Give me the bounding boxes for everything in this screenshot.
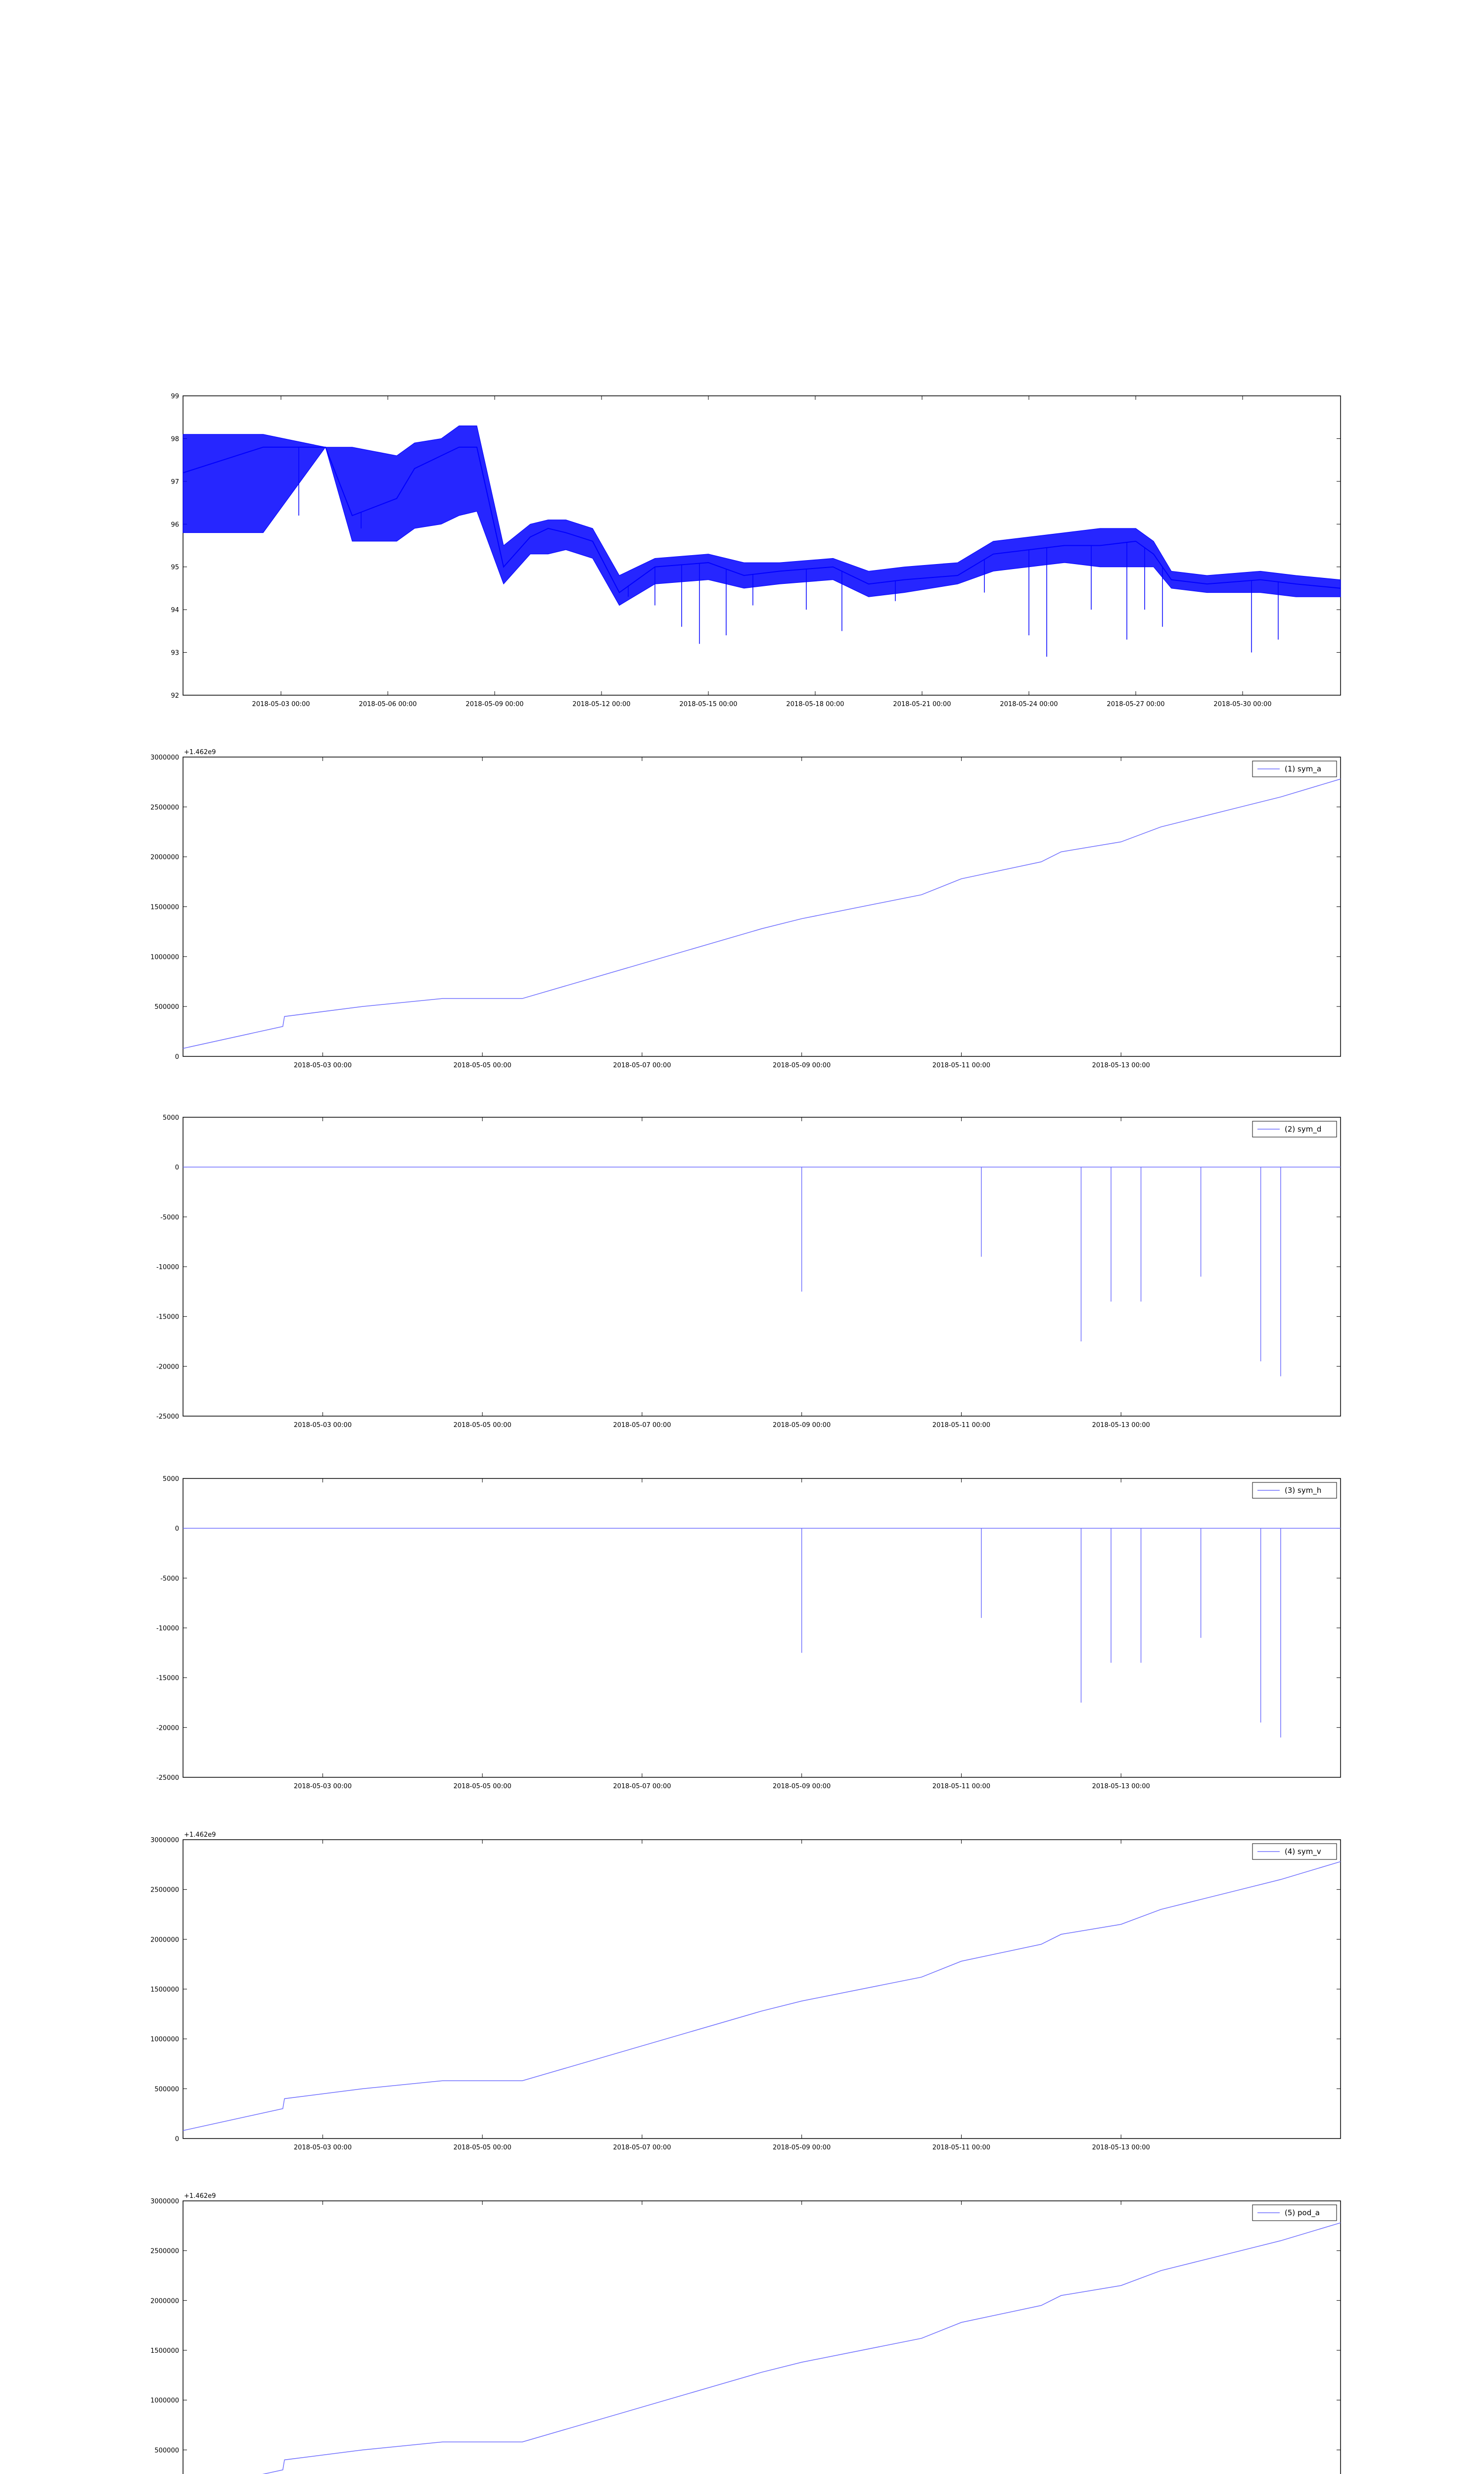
y-tick-label: 99	[171, 393, 179, 400]
y-tick-label: -5000	[160, 1575, 179, 1583]
y-tick-label: 95	[171, 564, 179, 571]
legend	[1252, 2205, 1337, 2221]
x-tick-label: 2018-05-09 00:00	[773, 2144, 831, 2151]
legend-label: (3) sym_h	[1285, 1486, 1322, 1495]
x-tick-label: 2018-05-11 00:00	[932, 2144, 991, 2151]
y-tick-label: -15000	[156, 1313, 179, 1321]
y-tick-label: 2000000	[150, 1936, 179, 1944]
y-tick-label: -20000	[156, 1724, 179, 1732]
y-tick-label: 1500000	[150, 1986, 179, 1994]
legend-label: (4) sym_v	[1285, 1847, 1321, 1856]
x-tick-label: 2018-05-09 00:00	[773, 1422, 831, 1429]
y-tick-label: 2500000	[150, 804, 179, 811]
y-tick-label: -5000	[160, 1214, 179, 1222]
x-tick-label: 2018-05-05 00:00	[453, 1062, 511, 1069]
y-tick-label: 1000000	[150, 2397, 179, 2405]
plot-frame	[183, 757, 1341, 1056]
y-tick-label: 98	[171, 435, 179, 443]
y-tick-label: 97	[171, 478, 179, 486]
x-tick-label: 2018-05-03 00:00	[252, 701, 310, 708]
plot-frame	[183, 1840, 1341, 2139]
legend	[1252, 1121, 1337, 1137]
y-tick-label: 500000	[154, 2086, 179, 2093]
y-tick-label: 500000	[154, 2447, 179, 2455]
y-tick-label: 2000000	[150, 2297, 179, 2305]
x-tick-label: 2018-05-24 00:00	[1000, 701, 1058, 708]
x-tick-label: 2018-05-07 00:00	[613, 1062, 671, 1069]
axis-offset-label: +1.462e9	[184, 2192, 216, 2200]
axis-offset-label: +1.462e9	[184, 1831, 216, 1839]
x-tick-label: 2018-05-13 00:00	[1092, 1422, 1150, 1429]
x-tick-label: 2018-05-13 00:00	[1092, 2144, 1150, 2151]
y-tick-label: 93	[171, 649, 179, 657]
x-tick-label: 2018-05-03 00:00	[293, 2144, 352, 2151]
y-tick-label: 94	[171, 607, 179, 615]
y-tick-label: -25000	[156, 1774, 179, 1782]
x-tick-label: 2018-05-13 00:00	[1092, 1783, 1150, 1790]
y-tick-label: -10000	[156, 1625, 179, 1632]
x-tick-label: 2018-05-03 00:00	[293, 1062, 352, 1069]
y-tick-label: 0	[175, 2136, 179, 2143]
y-tick-label: 3000000	[150, 1837, 179, 1844]
legend-label: (2) sym_d	[1285, 1125, 1322, 1134]
axis-offset-label: +1.462e9	[184, 749, 216, 756]
y-tick-label: 3000000	[150, 754, 179, 761]
y-tick-label: 96	[171, 521, 179, 529]
x-tick-label: 2018-05-03 00:00	[293, 1783, 352, 1790]
x-tick-label: 2018-05-21 00:00	[893, 701, 951, 708]
legend-label: (5) pod_a	[1285, 2208, 1320, 2217]
x-tick-label: 2018-05-13 00:00	[1092, 1062, 1150, 1069]
x-tick-label: 2018-05-11 00:00	[932, 1422, 991, 1429]
x-tick-label: 2018-05-07 00:00	[613, 2144, 671, 2151]
chart-panel-4	[156, 1475, 1341, 1790]
x-tick-label: 2018-05-05 00:00	[453, 1422, 511, 1429]
y-tick-label: 0	[175, 1164, 179, 1172]
legend	[1252, 761, 1337, 777]
chart-panel-3	[156, 1114, 1341, 1429]
y-tick-label: 1500000	[150, 2347, 179, 2355]
x-tick-label: 2018-05-11 00:00	[932, 1783, 991, 1790]
y-tick-label: 1500000	[150, 904, 179, 911]
plot-frame	[183, 1478, 1341, 1777]
y-tick-label: 0	[175, 1053, 179, 1061]
y-tick-label: -10000	[156, 1264, 179, 1271]
plot-frame	[183, 396, 1341, 695]
plot-frame	[183, 1117, 1341, 1416]
y-tick-label: 5000	[162, 1114, 179, 1122]
y-tick-label: 2500000	[150, 2247, 179, 2255]
y-tick-label: -25000	[156, 1413, 179, 1421]
x-tick-label: 2018-05-12 00:00	[572, 701, 631, 708]
x-tick-label: 2018-05-09 00:00	[773, 1062, 831, 1069]
x-tick-label: 2018-05-03 00:00	[293, 1422, 352, 1429]
x-tick-label: 2018-05-30 00:00	[1213, 701, 1272, 708]
y-tick-label: 5000	[162, 1475, 179, 1483]
x-tick-label: 2018-05-09 00:00	[465, 701, 524, 708]
legend	[1252, 1482, 1337, 1498]
x-tick-label: 2018-05-27 00:00	[1107, 701, 1165, 708]
x-tick-label: 2018-05-07 00:00	[613, 1422, 671, 1429]
x-tick-label: 2018-05-07 00:00	[613, 1783, 671, 1790]
x-tick-label: 2018-05-05 00:00	[453, 2144, 511, 2151]
y-tick-label: 1000000	[150, 953, 179, 961]
y-tick-label: 2000000	[150, 854, 179, 861]
x-tick-label: 2018-05-11 00:00	[932, 1062, 991, 1069]
chart-panel-2	[150, 749, 1341, 1069]
chart-panel-1	[171, 393, 1341, 708]
chart-panel-6	[150, 2192, 1341, 2474]
legend	[1252, 1844, 1337, 1859]
x-tick-label: 2018-05-18 00:00	[786, 701, 844, 708]
y-tick-label: -20000	[156, 1363, 179, 1371]
x-tick-label: 2018-05-09 00:00	[773, 1783, 831, 1790]
chart-panel-5	[150, 1831, 1341, 2151]
x-tick-label: 2018-05-05 00:00	[453, 1783, 511, 1790]
y-tick-label: -15000	[156, 1674, 179, 1682]
y-tick-label: 92	[171, 692, 179, 700]
x-tick-label: 2018-05-06 00:00	[359, 701, 417, 708]
y-tick-label: 3000000	[150, 2198, 179, 2205]
y-tick-label: 2500000	[150, 1886, 179, 1894]
y-tick-label: 500000	[154, 1003, 179, 1011]
x-tick-label: 2018-05-15 00:00	[679, 701, 738, 708]
y-tick-label: 1000000	[150, 2036, 179, 2044]
plot-frame	[183, 2201, 1341, 2474]
legend-label: (1) sym_a	[1285, 764, 1322, 773]
y-tick-label: 0	[175, 1525, 179, 1533]
